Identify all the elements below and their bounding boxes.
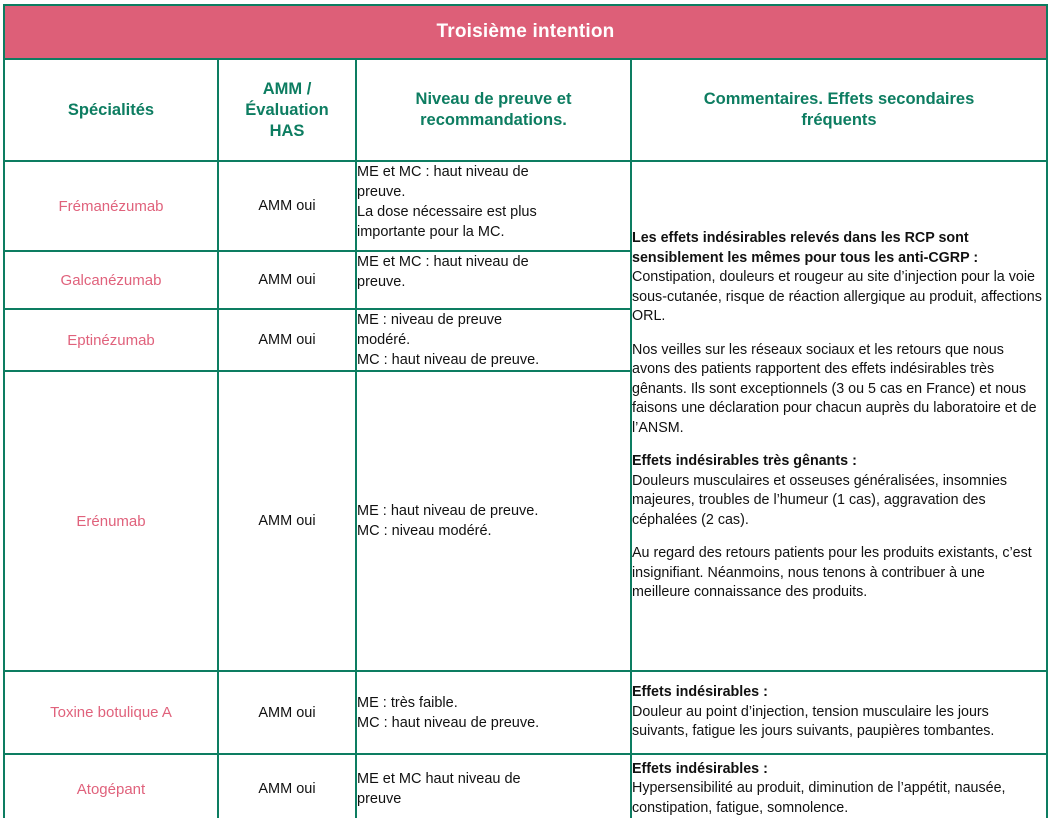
column-header-niveau-line2: recommandations. [420,111,567,129]
evidence-level-cell [356,371,631,671]
comment-lead-toxine: Effets indésirables : [632,684,768,701]
evidence-line: MC : niveau modéré. [357,523,492,539]
column-header-commentaires [631,59,1047,161]
column-header-niveau-preuve [356,59,631,161]
evidence-line: modéré. [357,332,411,348]
banner-cell [4,5,1047,59]
comment-body-atogepant: Hypersensibilité au produit, diminution de l’appétit, nausée, constipation, fatigue, somnolence. [632,780,1006,816]
amm-status-cell [218,251,356,309]
comments-cell-toxine [631,671,1047,754]
specialty-name: Frémanézumab [58,197,164,215]
evidence-line: preuve [357,791,402,807]
comment-lead-anticgrp: Les effets indésirables relevés dans les RCP sont sensiblement les mêmes pour tous les anti-CGRP : [632,230,979,266]
comments-cell-anticgrp [631,161,1047,671]
comment-lead-genants: Effets indésirables très gênants : [632,453,857,470]
column-header-specialites [4,59,218,161]
comment-body-regard: Au regard des retours patients pour les produits existants, c’est insignifiant. Néanmoins, nous tenons à contribuer à une meilleure connaissance des produits. [632,545,1032,601]
column-header-commentaires-line2: fréquents [801,111,877,129]
amm-status: AMM oui [258,272,316,288]
evidence-line: preuve. [357,274,406,290]
evidence-line: MC : haut niveau de preuve. [357,352,540,368]
table-banner-row [4,5,1047,59]
table-row [4,161,1047,251]
specialty-name-cell [4,251,218,309]
amm-status-cell [218,754,356,818]
evidence-level-cell [356,671,631,754]
evidence-level-cell [356,251,631,309]
comment-body-toxine: Douleur au point d’injection, tension musculaire les jours suivants, fatigue les jours suivants, paupières tombantes. [632,703,995,740]
comment-body-veilles: Nos veilles sur les réseaux sociaux et les retours que nous avons des patients rapportent des effets indésirables très gênants. Ils sont exceptionnels (3 ou 5 cas en France) et nous faisons une déclaration pour chacun auprès du laboratoire et de l’ANSM. [632,341,1037,436]
amm-status-cell [218,161,356,251]
column-header-amm-line1: AMM / [262,79,312,98]
specialty-name-cell [4,309,218,371]
column-header-amm-line3: HAS [269,121,305,140]
evidence-level-cell [356,161,631,251]
evidence-line: ME : très faible. [357,694,458,711]
comment-body-genants: Douleurs musculaires et osseuses généralisées, insomnies majeures, troubles de l’humeur (1 cas), aggravation des céphalées (2 cas). [632,472,1008,528]
amm-status: AMM oui [258,198,316,214]
amm-status-cell [218,309,356,371]
table-header-row [4,59,1047,161]
specialty-name: Eptinézumab [67,331,155,349]
evidence-line: ME et MC : haut niveau de [357,164,529,180]
amm-status: AMM oui [258,781,316,797]
comment-paragraph [632,683,1046,742]
specialty-name: Galcanézumab [60,271,162,289]
table-row [4,671,1047,754]
specialty-name-cell [4,754,218,818]
specialty-name: Atogépant [76,780,146,798]
comment-paragraph [632,341,1046,439]
evidence-line: importante pour la MC. [357,224,505,240]
evidence-level-cell [356,754,631,818]
amm-status: AMM oui [258,704,316,721]
evidence-line: ME et MC haut niveau de [357,771,521,787]
comments-cell-atogepant [631,754,1047,818]
evidence-line: La dose nécessaire est plus [357,204,537,220]
evidence-line: ME et MC : haut niveau de [357,254,529,270]
comment-paragraph [632,229,1046,327]
amm-status-cell [218,671,356,754]
amm-status: AMM oui [258,513,316,529]
comment-paragraph [632,544,1046,603]
specialty-name: Erénumab [76,512,146,530]
column-header-commentaires-line1: Commentaires. Effets secondaires [703,90,975,108]
comment-body-anticgrp: Constipation, douleurs et rougeur au site d’injection pour la voie sous-cutanée, risque de réaction allergique au produit, affections ORL. [632,269,1042,325]
evidence-line: MC : haut niveau de preuve. [357,714,540,731]
specialty-name-cell [4,161,218,251]
evidence-level-cell [356,309,631,371]
comment-lead-atogepant: Effets indésirables : [632,760,768,777]
treatment-comparison-table [3,4,1048,818]
evidence-line: preuve. [357,184,406,200]
table-row [4,754,1047,818]
evidence-line: ME : niveau de preuve [357,312,503,328]
amm-status-cell [218,371,356,671]
amm-status: AMM oui [258,332,316,348]
column-header-niveau-line1: Niveau de preuve et [415,90,572,108]
banner-title: Troisième intention [436,21,615,42]
comment-paragraph [632,452,1046,530]
specialty-name: Toxine botulique A [50,704,172,721]
column-header-amm-line2: Évaluation [245,100,329,119]
column-header-specialites-label: Spécialités [67,100,155,119]
comment-paragraph [632,760,1046,818]
evidence-line: ME : haut niveau de preuve. [357,503,539,519]
specialty-name-cell [4,371,218,671]
column-header-amm [218,59,356,161]
specialty-name-cell [4,671,218,754]
